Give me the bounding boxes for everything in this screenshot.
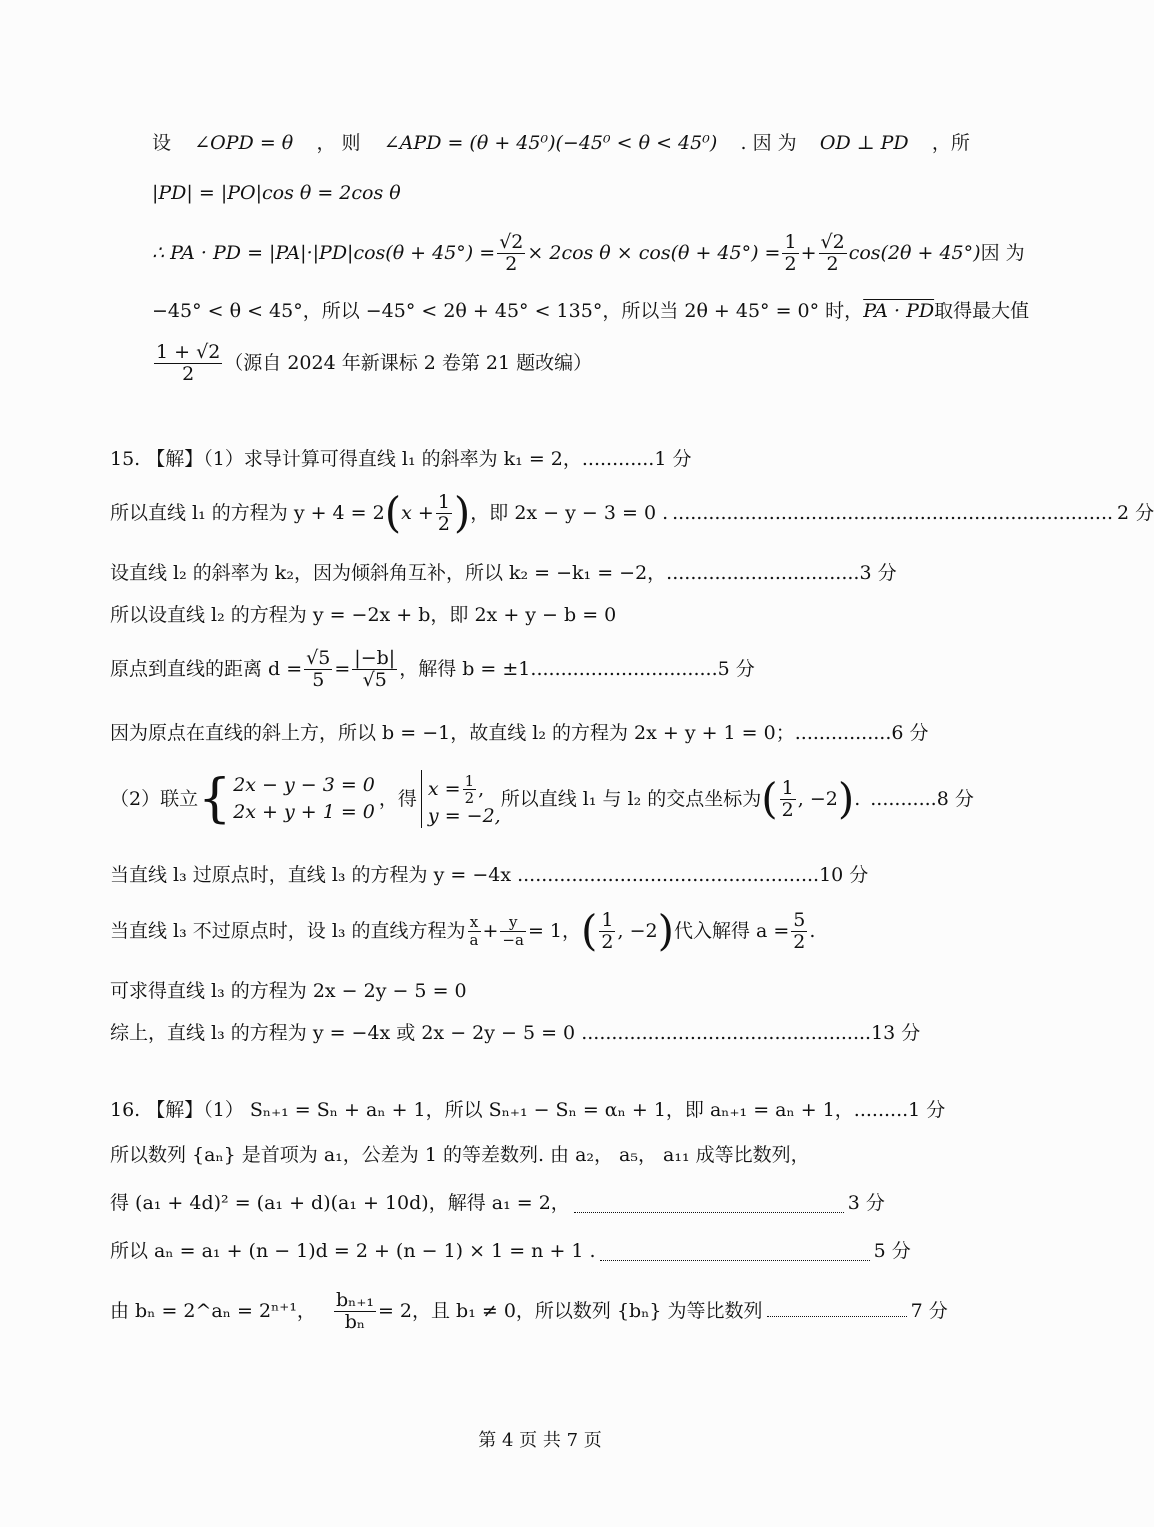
fraction: 1 2 bbox=[601, 909, 614, 953]
q15-line7: （2）联立 { 2x − y − 3 = 0 2x + y + 1 = 0 ，得 x = $\frac{1}{2}$ , y = −2, 所以直线 l₁ 与 l₂ 的交点坐标为 ( 1 2 , −2 ) . ........... 8 分 bbox=[110, 769, 974, 829]
fraction: $\frac{5}{2}$ bbox=[793, 909, 806, 953]
q15-line6: 因为原点在直线的斜上方，所以 b = −1，故直线 l₂ 的方程为 2x + y + 1 = 0；................6 分 bbox=[110, 722, 929, 744]
q14-formula: ∠APD = (θ + 45⁰)(−45⁰ < θ < 45⁰) bbox=[383, 132, 718, 154]
q14-text: ，所 bbox=[931, 132, 970, 154]
fraction: 1 2 bbox=[781, 776, 794, 821]
q15-line9: 当直线 l₃ 不过原点时，设 l₃ 的直线方程为 x a + $\frac{y}{-a}$ = 1， ( 1 2 , −2 ) 代入解得 a = $\frac{5}{2}$ . bbox=[110, 906, 816, 956]
fraction: $\frac{1}{2}$ bbox=[784, 231, 797, 275]
q15-line2: 所以直线 l₁ 的方程为 y + 4 = 2 ( x + $\frac{1}{2}$ ) ，即 2x − y − 3 = 0 . ......................................................................... 2 分 bbox=[110, 488, 1154, 538]
q14-text: . 因 为 bbox=[740, 132, 797, 154]
q14-formula: ∠OPD = θ bbox=[194, 132, 294, 154]
q16-line2: 所以数列 {aₙ} 是首项为 a₁，公差为 1 的等差数列. 由 a₂， a₅， a₁₁ 成等比数列， bbox=[110, 1144, 810, 1166]
q14-line5: 1 + √2 2 （源自 2024 年新课标 2 卷第 21 题改编） bbox=[156, 341, 593, 385]
q15-line11: 综上，直线 l₃ 的方程为 y = −4x 或 2x − 2y − 5 = 0 ................................................13 分 bbox=[110, 1022, 921, 1044]
q14-text: 因 为 bbox=[980, 241, 1025, 264]
equation-system: { 2x − y − 3 = 0 2x + y + 1 = 0 bbox=[198, 769, 375, 829]
q16-line5: 由 bₙ = 2^aₙ = 2ⁿ⁺¹， $\frac{\text{bₙ₊₁}}{\text{bₙ}}$ = 2，且 b₁ ≠ 0，所以数列 {bₙ} 为等比数列 7 分 bbox=[110, 1289, 948, 1333]
q15-line8: 当直线 l₃ 过原点时，直线 l₃ 的方程为 y = −4x ..................................................10 分 bbox=[110, 864, 869, 886]
q14-line1 bbox=[152, 134, 970, 153]
q16-line4: 所以 aₙ = a₁ + (n − 1)d = 2 + (n − 1) × 1 = n + 1 . 5 分 bbox=[110, 1240, 911, 1262]
q14-line4: −45° < θ < 45°，所以 −45° < 2θ + 45° < 135°，所以当 2θ + 45° = 0° 时， PA · PD 取得最大值 bbox=[152, 300, 1030, 322]
q15-line1: 15. 【解】（1）求导计算可得直线 l₁ 的斜率为 k₁ = 2，............1 分 bbox=[110, 448, 692, 470]
fraction: $\frac{\text{bₙ₊₁}}{\text{bₙ}}$ bbox=[335, 1289, 374, 1333]
q14-text: 设 bbox=[152, 132, 172, 154]
q15-line4: 所以设直线 l₂ 的方程为 y = −2x + b，即 2x + y − b = 0 bbox=[110, 604, 617, 626]
solution-system: x = $\frac{1}{2}$ , y = −2, bbox=[421, 770, 501, 828]
fraction: $\frac{|-b|}{√5}$ bbox=[354, 647, 396, 691]
q15-line5: 原点到直线的距离 d = $\frac{√5}{5}$ = $\frac{|-b|}{√5}$ ，解得 b = ±1 ............................... 5 分 bbox=[110, 647, 755, 691]
q15-line3: 设直线 l₂ 的斜率为 k₂，因为倾斜角互补，所以 k₂ = −k₁ = −2，................................3 分 bbox=[110, 562, 897, 584]
q16-line3: 得 (a₁ + 4d)² = (a₁ + d)(a₁ + 10d)，解得 a₁ = 2， 3 分 bbox=[110, 1192, 885, 1214]
q14-line2: |PD| = |PO|cos θ = 2cos θ bbox=[152, 182, 401, 204]
fraction: $\frac{1}{2}$ bbox=[437, 491, 450, 535]
q16-line1: 16. 【解】（1） Sₙ₊₁ = Sₙ + aₙ + 1，所以 Sₙ₊₁ − Sₙ = αₙ + 1，即 aₙ₊₁ = aₙ + 1，.........1 分 bbox=[110, 1099, 946, 1121]
q15-line10: 可求得直线 l₃ 的方程为 2x − 2y − 5 = 0 bbox=[110, 980, 467, 1002]
fraction: $\frac{√2}{2}$ bbox=[820, 231, 845, 275]
max-value-fraction: 1 + √2 2 bbox=[156, 341, 221, 385]
fraction: $\frac{√2}{2}$ bbox=[499, 231, 524, 275]
page-footer: 第 4 页 共 7 页 bbox=[478, 1430, 602, 1451]
q14-text: ， 则 bbox=[316, 132, 361, 154]
q14-formula: OD ⊥ PD bbox=[819, 132, 909, 154]
fraction: $\frac{√5}{5}$ bbox=[306, 647, 331, 691]
q14-line3: ∴ PA · PD = |PA|·|PD|cos(θ + 45°) = $\frac{√2}{2}$ × 2cos θ × cos(θ + 45°) = $\frac{1}{2}$ + $\frac{√2}{2}$ cos(2θ + 45°) 因 为 bbox=[152, 231, 1025, 275]
